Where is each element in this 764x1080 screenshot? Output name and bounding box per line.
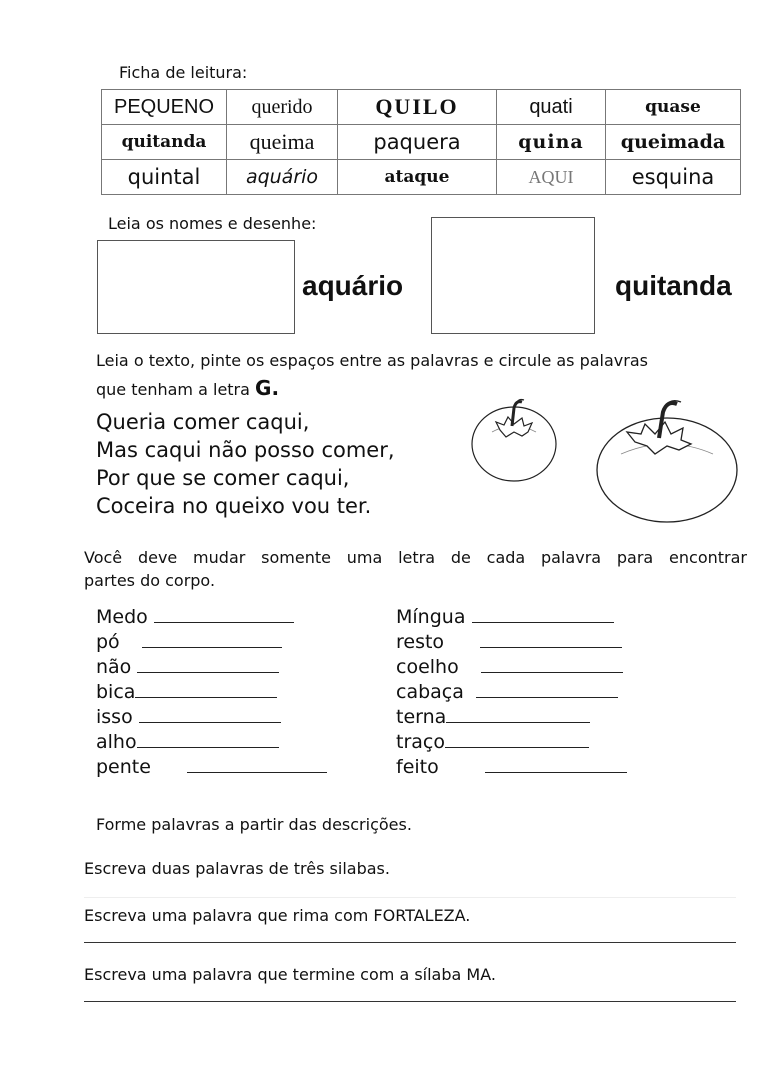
word: Medo [96, 606, 148, 628]
change-instruction-line2: partes do corpo. [84, 571, 216, 590]
list-item [96, 705, 346, 730]
table-cell: queimada [606, 125, 741, 160]
draw-word-aquario: aquário [302, 270, 404, 301]
word: traço [396, 731, 445, 753]
list-item [96, 730, 346, 755]
poem [96, 408, 395, 520]
question-3: Escreva uma palavra que termine com a sílaba MA. [84, 965, 496, 984]
poem-line: Mas caqui não posso comer, [96, 438, 395, 462]
change-instruction-line1: Você deve mudar somente uma letra de cada palavra para encontrar [84, 548, 747, 567]
list-item [96, 655, 346, 680]
list-item [396, 655, 656, 680]
word: terna [396, 706, 447, 728]
question-2: Escreva uma palavra que rima com FORTALEZA. [84, 906, 471, 925]
list-item [96, 680, 346, 705]
form-instruction: Forme palavras a partir das descrições. [96, 815, 412, 834]
table-cell: PEQUENO [102, 90, 227, 125]
list-item [396, 755, 656, 780]
table-cell: AQUI [497, 160, 606, 195]
question-1: Escreva duas palavras de três silabas. [84, 859, 390, 878]
poem-line: Por que se comer caqui, [96, 466, 350, 490]
letter-g: G. [255, 376, 280, 400]
word: cabaça [396, 681, 464, 703]
table-cell: quitanda [102, 125, 227, 160]
answer-line-3[interactable] [84, 1001, 736, 1002]
word: não [96, 656, 132, 678]
draw-instruction: Leia os nomes e desenhe: [108, 214, 317, 233]
answer-blank[interactable] [485, 756, 627, 773]
word: feito [396, 756, 439, 778]
word: isso [96, 706, 133, 728]
right-word-list [396, 605, 656, 780]
table-cell: aquário [227, 160, 338, 195]
text-instruction-line1: Leia o texto, pinte os espaços entre as palavras e circule as palavras [96, 351, 648, 370]
poem-line: Queria comer caqui, [96, 410, 310, 434]
table-row [102, 125, 741, 160]
word-table [101, 89, 741, 195]
answer-blank[interactable] [445, 731, 589, 748]
word: pó [96, 631, 120, 653]
list-item [396, 680, 656, 705]
word: bica [96, 681, 136, 703]
table-cell: quina [497, 125, 606, 160]
list-item [396, 730, 656, 755]
draw-word-quitanda: quitanda [615, 270, 732, 301]
table-cell: quase [606, 90, 741, 125]
answer-blank[interactable] [154, 606, 294, 623]
answer-blank[interactable] [139, 706, 281, 723]
table-cell: esquina [606, 160, 741, 195]
text-instruction-text: que tenham a letra [96, 380, 250, 399]
drawing-box-aquario[interactable] [97, 240, 295, 334]
left-word-list [96, 605, 346, 780]
word: resto [396, 631, 445, 653]
list-item [396, 605, 656, 630]
word: pente [96, 756, 151, 778]
table-row [102, 160, 741, 195]
list-item [96, 605, 346, 630]
answer-blank[interactable] [476, 681, 618, 698]
table-cell: QUILO [338, 90, 497, 125]
table-cell: paquera [338, 125, 497, 160]
list-item [96, 630, 346, 655]
list-item [96, 755, 346, 780]
word: coelho [396, 656, 459, 678]
answer-blank[interactable] [135, 681, 277, 698]
answer-blank[interactable] [446, 706, 590, 723]
list-item [396, 630, 656, 655]
table-cell: querido [227, 90, 338, 125]
answer-blank[interactable] [480, 631, 622, 648]
table-row [102, 90, 741, 125]
word: Míngua [396, 606, 466, 628]
table-cell: queima [227, 125, 338, 160]
answer-blank[interactable] [481, 656, 623, 673]
list-item [396, 705, 656, 730]
answer-blank[interactable] [137, 731, 279, 748]
persimmon-large-icon [591, 394, 743, 526]
drawing-box-quitanda[interactable] [431, 217, 595, 334]
answer-blank[interactable] [187, 756, 327, 773]
text-instruction-line2 [96, 376, 279, 400]
divider [84, 897, 736, 898]
word: alho [96, 731, 137, 753]
answer-line-2[interactable] [84, 942, 736, 943]
table-cell: quintal [102, 160, 227, 195]
table-cell: quati [497, 90, 606, 125]
persimmon-small-icon [466, 392, 562, 484]
answer-blank[interactable] [137, 656, 279, 673]
answer-blank[interactable] [472, 606, 614, 623]
answer-blank[interactable] [142, 631, 282, 648]
table-cell: ataque [338, 160, 497, 195]
reading-title: Ficha de leitura: [119, 63, 248, 82]
poem-line: Coceira no queixo vou ter. [96, 494, 372, 518]
